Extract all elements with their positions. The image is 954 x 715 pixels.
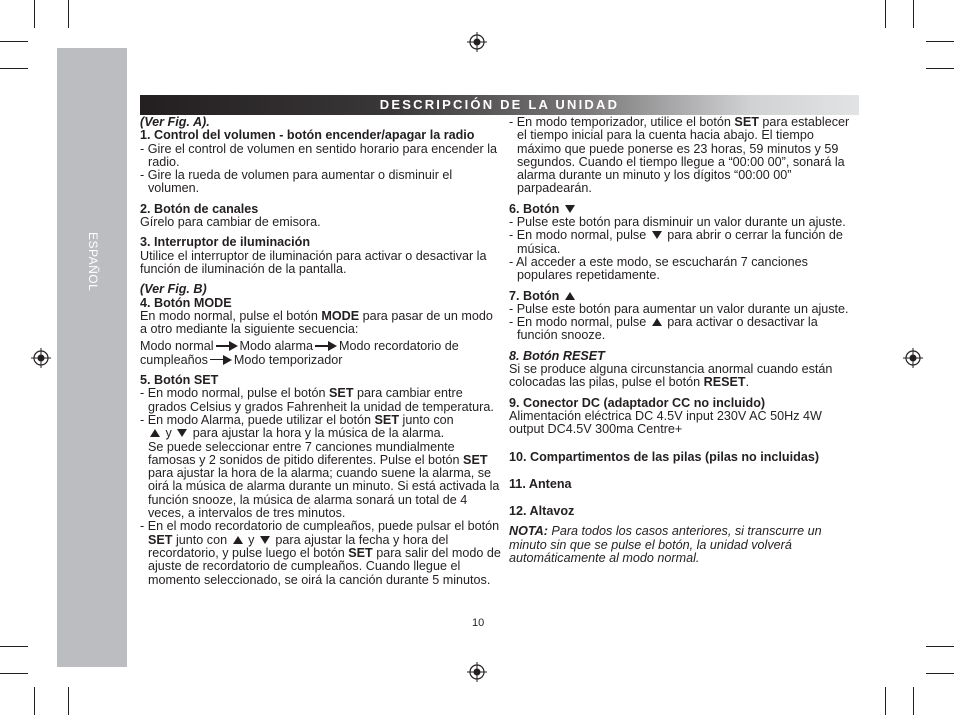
registration-mark-icon	[467, 662, 487, 682]
crop-mark	[0, 41, 28, 42]
up-triangle-icon	[233, 536, 243, 544]
item-title: 10. Compartimentos de las pilas (pilas no incluidas)	[509, 449, 820, 464]
list-item: - Gire el control de volumen en sentido horario para encender la radio.	[140, 141, 498, 169]
registration-mark-icon	[31, 348, 51, 368]
item-title: 1. Control del volumen - botón encender/apagar la radio	[140, 128, 475, 143]
language-sidebar	[57, 48, 127, 667]
item-text: Gírelo para cambiar de emisora.	[140, 215, 321, 230]
list-item: - Pulse este botón para disminuir un valor durante un ajuste.	[509, 215, 846, 230]
list-item: - Al acceder a este modo, se escucharán 7 canciones populares repetidamente.	[509, 254, 808, 283]
down-triangle-icon	[565, 205, 575, 213]
registration-mark-icon	[467, 32, 487, 52]
mode-sequence: Modo normal Modo alarma Modo recordatorio de cumpleaños Modo temporizador	[140, 339, 459, 367]
item-text: Utilice el interruptor de iluminación para activar o desactivar la función de iluminación de la pantalla.	[140, 248, 487, 276]
figure-ref: (Ver Fig. B)	[140, 282, 207, 297]
language-label: ESPAÑOL	[86, 232, 100, 292]
crop-mark	[926, 68, 954, 69]
section-title: DESCRIPCIÓN DE LA UNIDAD	[379, 97, 620, 112]
item-title: 5. Botón SET	[140, 373, 219, 388]
figure-ref: (Ver Fig. A).	[140, 115, 210, 129]
right-column	[509, 116, 854, 565]
left-column	[140, 116, 502, 587]
crop-mark	[0, 646, 28, 647]
up-triangle-icon	[652, 318, 662, 326]
item-text: En modo normal, pulse el botón MODE para pasar de un modo a otro mediante la siguiente secuencia:	[140, 308, 493, 337]
arrow-right-icon	[216, 341, 238, 351]
down-triangle-icon	[177, 429, 187, 437]
up-triangle-icon	[565, 292, 575, 300]
list-item: - En el modo recordatorio de cumpleaños, puede pulsar el botón SET junto con y para ajustar la fecha y hora del recordatorio, y pulse luego el botón SET para salir del modo de ajuste de recordatorio de cumpleaños. Cuando llegue el momento seleccionado, se oirá la canción durante 5 minutos.	[140, 519, 501, 587]
crop-mark	[913, 0, 914, 28]
down-triangle-icon	[652, 231, 662, 239]
item-text: Alimentación eléctrica DC 4.5V input 230V AC 50Hz 4W output DC4.5V 300ma Centre+	[509, 408, 822, 437]
item-title: 6. Botón	[509, 203, 854, 216]
item-title: 4. Botón MODE	[140, 295, 232, 310]
arrow-right-icon	[210, 355, 232, 365]
down-triangle-icon	[260, 536, 270, 544]
list-item: - Pulse este botón para aumentar un valor durante un ajuste.	[509, 301, 849, 316]
crop-mark	[885, 0, 886, 28]
section-header	[140, 95, 859, 115]
item-text: Si se produce alguna circunstancia anormal cuando están colocadas las pilas, pulse el botón RESET.	[509, 362, 833, 390]
page-number: 10	[472, 617, 485, 629]
crop-mark	[926, 41, 954, 42]
crop-mark	[926, 646, 954, 647]
crop-mark	[926, 673, 954, 674]
item-title: 2. Botón de canales	[140, 201, 259, 216]
crop-mark	[68, 0, 69, 28]
crop-mark	[913, 687, 914, 715]
item-title: 8. Botón RESET	[509, 348, 605, 363]
list-item: - Gire la rueda de volumen para aumentar o disminuir el volumen.	[140, 168, 453, 196]
item-title: 12. Altavoz	[509, 504, 575, 519]
crop-mark	[34, 687, 35, 715]
note: NOTA: Para todos los casos anteriores, si transcurre un minuto sin que se pulse el botón, la unidad volverá automáticamente al modo normal.	[509, 524, 822, 566]
list-item: - En modo temporizador, utilice el botón SET para establecer el tiempo inicial para la cuenta hacia abajo. El tiempo máximo que puede ponerse es 23 horas, 59 minutos y 59 segundos. Cuando el tiempo llegue a “00:00 00”, sonará la alarma durante un minuto y los dígitos “00:00 00” parpadearán.	[509, 115, 850, 196]
crop-mark	[34, 0, 35, 28]
list-item: - En modo normal, pulse para abrir o cerrar la función de música.	[509, 228, 843, 256]
list-item: - En modo Alarma, puede utilizar el botón SET junto con y para ajustar la hora y la música de la alarma. Se puede seleccionar entre 7 canciones mundialmente famosas y 2 sonidos de pitido diferentes. Pulse el botón SET para ajustar la hora de la alarma; cuando suene la alarma, se oirá la música de alarma durante un minuto. Si está activada la función snooze, la música de alarma sonará un total de 4 veces, a intervalos de tres minutos.	[140, 412, 500, 521]
item-title: 3. Interruptor de iluminación	[140, 235, 311, 250]
crop-mark	[68, 687, 69, 715]
arrow-right-icon	[315, 341, 337, 351]
list-item: - En modo normal, pulse el botón SET para cambiar entre grados Celsius y grados Fahrenheit la unidad de temperatura.	[140, 386, 494, 414]
item-title: 9. Conector DC (adaptador CC no incluido)	[509, 395, 766, 410]
crop-mark	[0, 68, 28, 69]
crop-mark	[0, 673, 28, 674]
item-title: 7. Botón	[509, 290, 854, 303]
list-item: - En modo normal, pulse para activar o desactivar la función snooze.	[509, 315, 818, 343]
registration-mark-icon	[903, 348, 923, 368]
up-triangle-icon	[150, 429, 160, 437]
item-title: 11. Antena	[509, 476, 572, 491]
crop-mark	[885, 687, 886, 715]
